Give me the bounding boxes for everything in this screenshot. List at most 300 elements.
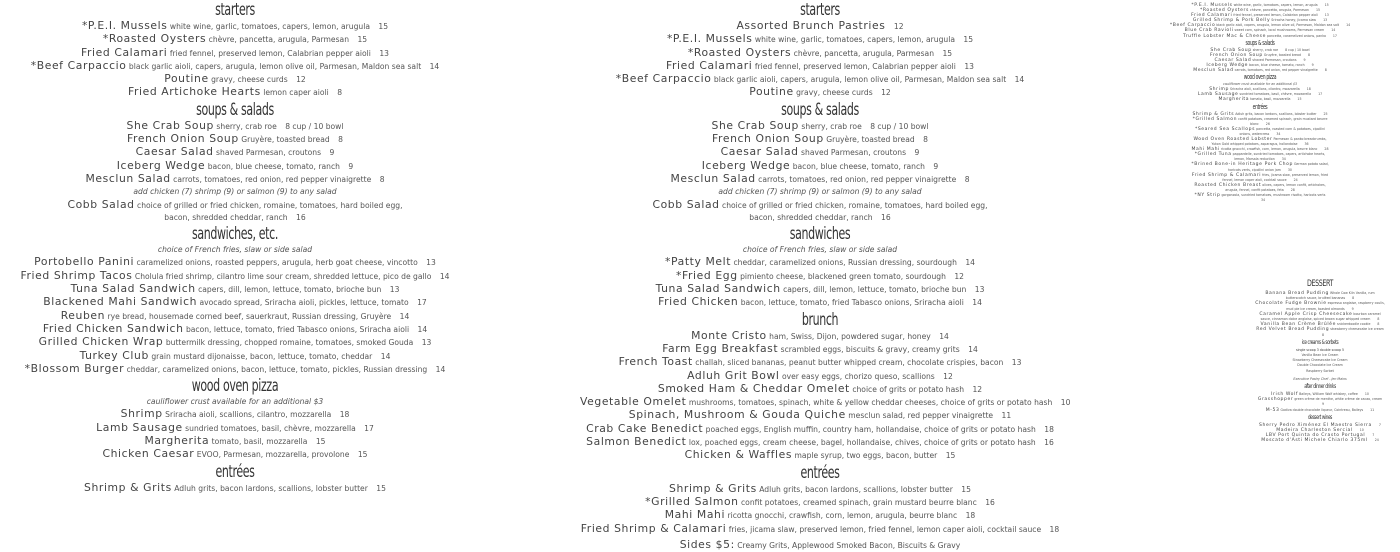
item-desc: fries, jicama slaw, preserved lemon, fried fennel, lemon caper aioli, cocktail sauce [728, 524, 1042, 534]
menu-item [0, 133, 470, 146]
item-name: *Brined Bone-in Heritage Pork Chop [1191, 162, 1293, 168]
item-name: Shrimp & Grits [84, 480, 172, 494]
menu-item [0, 482, 470, 495]
item-desc: Sriracha aioli, scallions, cilantro, mozzarella [165, 410, 332, 420]
item-name: Caesar Salad [720, 145, 799, 159]
item-price: 8 cup / 10 bowl [1285, 47, 1310, 52]
item-desc: black garlic aioli, capers, arugula, lemon olive oil, Parmesan, Maldon sea salt [128, 61, 422, 71]
item-desc: gravy, cheese curds [796, 88, 873, 98]
item-desc: sundried tomatoes, basil, chèvre, mozzarella [1239, 92, 1312, 97]
menu-item [580, 47, 1060, 60]
item-desc: white wine, garlic, tomatoes, capers, lemon, arugula [754, 35, 955, 45]
item-name: Fried Shrimp Tacos [20, 268, 133, 282]
menu-item [580, 395, 1071, 409]
item-price: 8 [1377, 322, 1380, 327]
item-price: 24 [1293, 177, 1298, 182]
menu-item [1255, 397, 1385, 407]
dessert-menu-page [1245, 278, 1395, 444]
item-name: *P.E.I. Mussels [666, 32, 753, 46]
menu-item [0, 73, 470, 86]
sandwich-side-note: choice of French fries, slaw or side salad [157, 245, 313, 255]
item-price: 30 [1287, 167, 1292, 172]
item-price: 17 [1332, 33, 1337, 38]
section-title-pizza: wood oven pizza [191, 376, 279, 397]
menu-item [580, 20, 1060, 33]
menu-item [0, 448, 470, 461]
item-name: Salmon Benedict [586, 435, 687, 449]
item-name: *NY Strip [1194, 193, 1221, 198]
section-title-entrees: entrées [800, 462, 840, 483]
menu-item [1245, 438, 1395, 443]
item-desc: white wine, garlic, tomatoes, capers, lemon, arugula [169, 22, 370, 31]
item-price: 14 [965, 258, 975, 268]
item-price: 9 [914, 148, 920, 158]
menu-item [0, 336, 470, 349]
item-price: 13 [379, 48, 389, 58]
lunch-menu-page [0, 0, 470, 495]
item-desc: Sriracha aioli, scallions, cilantro, mozzarella [1229, 87, 1300, 92]
item-name: Shrimp [120, 407, 163, 421]
item-price: 15 [961, 484, 971, 494]
section-title-ice-creams: ice creams & sorbets [1301, 338, 1339, 346]
pizza-crust-note: cauliflower crust available for an additional $3 [146, 397, 324, 407]
menu-item [580, 509, 1060, 522]
item-price: 9 [1303, 57, 1306, 62]
item-price: 15 [357, 450, 368, 460]
item-name: *Patty Melt [665, 255, 732, 269]
menu-item [580, 496, 1060, 509]
item-desc: chèvre, pancetta, arugula, Parmesan [208, 35, 350, 45]
item-price: 8 [1377, 317, 1380, 322]
item-price: 14 [429, 61, 440, 71]
item-price: 34 [1276, 131, 1281, 136]
item-name: Mesclun Salad [1193, 68, 1234, 74]
section-title-entrees: entrées [215, 461, 255, 482]
menu-item [0, 283, 470, 296]
item-name: Fried Calamari [1191, 13, 1233, 19]
item-name: *P.E.I. Mussels [81, 19, 168, 32]
item-desc: pancetta, roasted corn & potatoes, cipollini onions, watercress [1239, 126, 1326, 136]
menu-item [1255, 301, 1385, 311]
item-desc: carrots, tomatoes, red onion, red pepper vinaigrette [1234, 68, 1318, 73]
menu-item [1190, 183, 1330, 193]
item-name: Mahi Mahi [664, 508, 726, 522]
item-price: 8 [1321, 332, 1325, 337]
menu-item [0, 323, 470, 336]
item-price: 14 [439, 271, 450, 281]
item-name: Fried Chicken Sandwich [42, 321, 184, 335]
item-name: Crab Cake Benedict [586, 421, 704, 435]
item-price: 28 [1324, 147, 1329, 152]
item-desc: maple syrup, two eggs, bacon, butter [794, 451, 938, 461]
item-price: 17 [417, 298, 427, 308]
menu-item [580, 133, 1060, 146]
menu-item [0, 408, 470, 421]
item-name: Truffle Lobster Mac & Cheese [1183, 33, 1267, 39]
menu-item-cobb-salad: Cobb Salad choice of grilled or fried chicken, romaine, tomatoes, hard boiled egg, bacon, shredded cheddar, ranch 16 [67, 197, 403, 222]
item-desc: Baileys, William Wolf whiskey, coffee [1299, 392, 1358, 397]
menu-item [0, 146, 470, 159]
item-price: 16 [985, 497, 995, 507]
item-desc: chèvre, pancetta, arugula, Parmesan [1250, 8, 1309, 13]
item-desc: shaved Parmesan, croutons [1252, 57, 1297, 62]
item-name: Vanilla Bean Ice Cream [1301, 353, 1339, 358]
menu-item [580, 60, 1060, 73]
section-title-brunch: brunch [801, 309, 839, 330]
item-price: 15 [945, 451, 956, 461]
item-name: Blackened Mahi Sandwich [43, 295, 198, 309]
item-name: Grilled Chicken Wrap [38, 335, 164, 349]
item-price: 24 [1374, 438, 1379, 443]
item-desc: Adluh grits, bacon lardons, scallions, lobster butter [759, 484, 953, 494]
item-price: 8 cup / 10 bowl [870, 121, 929, 131]
menu-item [1190, 137, 1330, 147]
menu-item [0, 20, 470, 33]
menu-item [1190, 173, 1330, 183]
item-price: 12 [881, 88, 891, 98]
menu-item [0, 33, 470, 46]
item-name: *Roasted Oysters [687, 45, 792, 59]
item-desc: rye bread, housemade corned beef, sauerkraut, Russian dressing, Gruyère [107, 311, 392, 321]
item-price: 36 [1304, 142, 1309, 147]
menu-item [0, 435, 470, 448]
item-name: *Grilled Salmon [645, 494, 739, 508]
item-price: 15 [1315, 8, 1320, 13]
item-price: 10 [1359, 428, 1364, 433]
item-name: Moscato d'Asti Michele Chiarlo 375ml [1261, 438, 1368, 444]
item-desc: confit potatoes, creamed spinach, grain mustard beurre blanc [741, 497, 977, 507]
item-price: 14 [1331, 28, 1336, 33]
item-price: 14 [972, 298, 982, 308]
item-desc: poached eggs, English muffin, country ham, hollandaise, choice of grits or potato hash [705, 424, 1036, 434]
item-price: 12 [954, 271, 964, 281]
item-name: Caesar Salad [1214, 57, 1252, 63]
item-desc: shaved Parmesan, croutons [216, 148, 322, 158]
pizza-crust-note: cauliflower crust available for an additional $3 [1222, 82, 1298, 87]
item-name: Portobello Panini [34, 255, 135, 269]
item-name: Blue Crab Ravioli [1184, 28, 1234, 34]
item-price: 9 [933, 161, 939, 171]
item-name: *Grilled Tuna [1194, 152, 1232, 158]
item-desc: avocado spread, Sriracha aioli, pickles, lettuce, tomato [199, 298, 409, 308]
item-name: Fried Shrimp & Calamari [580, 521, 727, 535]
item-price: 15 [357, 35, 368, 45]
item-price: 15 [963, 35, 974, 45]
item-price: 14 [1014, 75, 1025, 85]
menu-item [1190, 152, 1330, 162]
item-name: Chicken & Waffles [684, 448, 793, 462]
item-desc: shaved Parmesan, croutons [801, 148, 907, 158]
item-desc: strawberry cheesecake ice cream [1330, 327, 1384, 332]
item-name: Fried Calamari [665, 58, 753, 72]
menu-item [1190, 127, 1330, 137]
section-title-dessert: DESSERT [1307, 279, 1333, 289]
section-title-soups-salads: soups & salads [1245, 38, 1275, 47]
item-price: 18 [1306, 87, 1311, 92]
menu-item [1255, 327, 1385, 337]
item-name: Roasted Chicken Breast [1194, 182, 1262, 188]
item-desc: cheddar, caramelized onions, Russian dressing, sourdough [733, 258, 957, 268]
item-desc: bacon, blue cheese, tomato, ranch [207, 161, 340, 171]
item-price: 16 [1044, 438, 1054, 448]
item-desc: confit potatoes, creamed spinach, grain mustard beurre blanc [1238, 116, 1328, 126]
item-desc: sundried tomatoes, basil, chèvre, mozzarella [185, 423, 356, 433]
item-price: 12 [943, 371, 953, 381]
item-price: 13 [974, 285, 985, 295]
item-name: Wood Oven Roasted Lobster [1193, 136, 1273, 142]
item-desc: green crème de menthe, white crème de cacao, cream [1294, 397, 1383, 402]
item-desc: scrambled eggs, biscuits & gravy, creamy grits [780, 344, 960, 354]
item-desc: bacon, lettuce, tomato, fried Tabasco onions, Sriracha aioli [740, 298, 964, 308]
menu-item [580, 120, 1060, 133]
item-name: Farm Egg Breakfast [662, 341, 779, 355]
item-price: 13 [426, 258, 436, 268]
menu-item [580, 146, 1060, 159]
item-name: She Crab Soup [711, 118, 799, 132]
item-name: Shrimp [1209, 87, 1229, 93]
item-price: 13 [421, 338, 432, 348]
item-price: 15 [1297, 97, 1302, 102]
sandwich-side-note: choice of French fries, slaw or side salad [742, 245, 898, 255]
menu-item [0, 350, 470, 363]
menu-item [1255, 291, 1385, 301]
item-name: Poutine [749, 85, 794, 99]
item-name: *Beef Carpaccio [615, 72, 712, 86]
section-title-pizza: wood oven pizza [1243, 73, 1277, 82]
salad-addon-note: add chicken (7) shrimp (9) or salmon (9) to any salad [718, 187, 922, 197]
item-price: 8 [1308, 52, 1311, 57]
item-desc: gorgonzola, sundried tomatoes, mushroom risotto, haricots verts [1221, 193, 1326, 197]
item-name: Grilled Shrimp & Pork Belly [1192, 18, 1271, 24]
item-name: Strawberry Cheesecake Ice Cream [1292, 358, 1348, 363]
item-price: 9 [348, 161, 354, 171]
item-price: 8 [1324, 68, 1327, 73]
item-desc: bourbon caramel sauce, cinnamon dolce anglaise, spiced brown sugar whipped cream [1260, 311, 1381, 322]
item-desc: pancetta, caramelized onions, panko [1267, 33, 1326, 38]
item-name: *Beef Carpaccio [1169, 23, 1216, 29]
item-price: 9 [1351, 306, 1354, 311]
item-price: 15 [315, 437, 326, 447]
item-desc: bacon, blue cheese, tomato, ranch [1249, 62, 1305, 67]
item-name: M-53 [1265, 407, 1280, 413]
item-desc: lemon caper aioli [263, 88, 329, 98]
item-name: Adluh Grit Bowl [687, 368, 780, 382]
item-desc: gravy, cheese curds [211, 75, 288, 85]
item-desc: fries, jicama slaw, preserved lemon, fried fennel, lemon caper aioli, cocktail sauce [1222, 172, 1329, 182]
item-price: 14 [435, 364, 446, 374]
item-price: 12 [893, 22, 904, 31]
menu-item [0, 160, 470, 173]
menu-item [580, 86, 1060, 99]
item-price: 14 [939, 331, 949, 341]
item-desc: cheddar, caramelized onions, bacon, lettuce, tomato, pickles, Russian dressing [126, 364, 428, 374]
item-name: Mesclun Salad [85, 171, 171, 185]
item-name: Sherry Pedro Ximénez El Maestro Sierra [1259, 422, 1372, 428]
menu-item [580, 343, 1060, 356]
salad-addon-note: add chicken (7) shrimp (9) or salmon (9) to any salad [133, 187, 337, 197]
item-price: 13 [1324, 13, 1329, 18]
item-desc: black garlic aioli, capers, arugula, lemon olive oil, Parmesan, Maldon sea salt [1216, 23, 1340, 28]
menu-item [1245, 369, 1395, 374]
item-price: 26 [1265, 121, 1270, 126]
item-name: French Toast [618, 355, 693, 369]
item-name: *P.E.I. Mussels [1191, 3, 1233, 8]
item-name: Margherita [1218, 97, 1250, 103]
item-name: Lamb Sausage [96, 420, 183, 434]
menu-item [580, 160, 1060, 173]
section-title-sandwiches: sandwiches [789, 224, 851, 245]
item-price: 8 [337, 88, 343, 98]
dinner-menu-page [1120, 0, 1400, 203]
item-name: Lamb Sausage [1197, 92, 1239, 98]
item-price: 18 [1044, 424, 1054, 434]
item-price: 8 [964, 174, 970, 184]
item-desc: snickerdoodle cookie [1336, 322, 1371, 327]
item-price: 7 [1378, 422, 1381, 427]
menu-item [0, 47, 470, 60]
item-desc: Gruyère, toasted bread [241, 135, 330, 145]
item-name: Shrimp & Grits [669, 481, 757, 495]
section-title-soups-salads: soups & salads [781, 99, 859, 120]
item-price: 8 cup / 10 bowl [285, 121, 344, 131]
menu-item [580, 523, 1060, 536]
item-desc: challah, sliced bananas, peanut butter whipped cream, chocolate crispies, bacon [695, 358, 1004, 368]
item-name: Fried Artichoke Hearts [127, 85, 261, 99]
item-price: 18 [1049, 524, 1060, 534]
item-price: 17 [364, 423, 374, 433]
menu-item [1255, 408, 1385, 413]
item-name: Banana Bread Pudding [1265, 291, 1329, 296]
scoop-price-note: single scoop 3 double scoop 5 [1295, 347, 1345, 352]
menu-item [580, 370, 1060, 383]
item-price: 15 [376, 483, 386, 493]
item-price: 13 [389, 285, 400, 295]
menu-item [1190, 162, 1330, 172]
item-price: 11 [1370, 407, 1375, 412]
item-name: French Onion Soup [127, 132, 239, 146]
item-name: Iceberg Wedge [701, 158, 791, 172]
item-name: Madeira Charleston Sercial [1276, 428, 1353, 434]
item-name: Chicken Caesar [102, 447, 195, 461]
menu-item [0, 310, 470, 323]
section-title-sandwiches: sandwiches, etc. [192, 224, 278, 245]
item-desc: sherry, crab roe [1252, 47, 1279, 52]
item-name: She Crab Soup [126, 118, 214, 132]
menu-item [580, 436, 1060, 449]
item-desc: carrots, tomatoes, red onion, red pepper vinaigrette [758, 174, 957, 184]
item-desc: fried fennel, preserved lemon, Calabrian pepper aioli [754, 61, 956, 71]
menu-item [0, 296, 470, 309]
item-price: 8 [1352, 296, 1355, 301]
item-desc: buttermilk dressing, chopped romaine, tomatoes, smoked Gouda [165, 338, 414, 348]
item-price: 34 [1260, 198, 1266, 203]
item-price: 11 [1001, 411, 1012, 421]
item-name: Tuna Salad Sandwich [70, 282, 196, 296]
item-desc: mesclun salad, red pepper vinaigrette [848, 411, 994, 421]
item-price: 8 [379, 174, 385, 184]
section-title-soups-salads: soups & salads [196, 99, 274, 120]
item-price: 18 [339, 410, 350, 420]
menu-item [1255, 312, 1385, 322]
item-name: Fried Calamari [80, 45, 168, 59]
item-name: Raspberry Sorbet [1306, 368, 1334, 373]
item-name: *Roasted Oysters [1199, 8, 1249, 14]
section-title-dessert-wines: dessert wines [1308, 413, 1332, 421]
item-desc: olives, capers, lemon confit, artichokes, arugula, fennel, confit potatoes, feta [1225, 182, 1326, 192]
item-desc: ricotta gnocchi, crawfish, corn, lemon, arugula, beurre blanc [1221, 147, 1318, 152]
menu-item [0, 86, 470, 99]
item-price: 9 [1321, 402, 1325, 407]
item-price: 13 [964, 61, 974, 71]
item-name: Smoked Ham & Cheddar Omelet [657, 381, 850, 395]
item-price: 14 [968, 344, 978, 354]
menu-item [580, 283, 1060, 296]
item-desc: mushrooms, tomatoes, spinach, white & yellow cheddar cheeses, choice of grits or potato hash [688, 398, 1053, 408]
item-name: Turkey Club [79, 348, 149, 362]
item-name: Assorted Brunch Pastries [736, 19, 886, 32]
menu-item [1190, 193, 1330, 203]
item-name: Mahi Mahi [1191, 147, 1220, 153]
menu-item [580, 296, 1060, 309]
menu-item [0, 120, 470, 133]
item-name: Mesclun Salad [670, 171, 756, 185]
item-name: *Fried Egg [676, 268, 738, 282]
item-price: 17 [1318, 92, 1323, 97]
item-price: 14 [1346, 23, 1351, 28]
item-price: 14 [380, 351, 391, 361]
item-desc: sweet corn, spinach, local mushrooms, Parmesan cream [1234, 28, 1325, 33]
item-name: LBV Port Quinta do Crasto Portugal [1265, 433, 1366, 439]
item-desc: EVOO, Parmesan, mozzarella, provolone [196, 450, 350, 460]
item-price: 10 [1060, 398, 1071, 408]
item-desc: sherry, crab roe [216, 121, 277, 131]
item-name: Tuna Salad Sandwich [655, 282, 781, 296]
menu-item [580, 423, 1060, 436]
item-desc: black garlic aioli, capers, arugula, lemon olive oil, Parmesan, Maldon sea salt [713, 75, 1007, 85]
item-name: *Blossom Burger [24, 361, 125, 375]
item-price: 18 [965, 511, 976, 521]
item-name: Reuben [60, 308, 106, 322]
item-name: *Grilled Salmon [1192, 116, 1238, 122]
item-price: 8 [923, 135, 928, 145]
item-name: Double Chocolate Ice Cream [1297, 363, 1343, 368]
item-price: 15 [1324, 3, 1329, 7]
item-desc: lox, poached eggs, cream cheese, bagel, hollandaise, chives, choice of grits or potato hash [688, 438, 1036, 448]
item-desc: espresso anglaise, raspberry coulis, mud pie ice cream, toasted almonds [1286, 301, 1385, 311]
section-title-after-dinner-drinks: after dinner drinks [1304, 383, 1336, 391]
item-desc: over easy eggs, chorizo queso, scallions [781, 371, 935, 381]
item-desc: Whole Cow Kiln Vanilla, rum butterscotch sauce, bruléed bananas [1285, 291, 1375, 301]
item-desc: choice of grits or potato hash [852, 384, 965, 394]
item-desc: sherry, crab roe [801, 121, 862, 131]
item-desc: bacon, lettuce, tomato, fried Tabasco onions, Sriracha aioli [185, 324, 410, 334]
item-name: Poutine [164, 72, 209, 86]
sides-line: Sides $5: Creamy Grits, Applewood Smoked Bacon, Biscuits & Gravy [679, 537, 961, 551]
item-name: Monte Cristo [691, 328, 767, 342]
item-name: Caesar Salad [135, 145, 214, 159]
item-desc: Sriracha honey, jicama slaw [1271, 18, 1317, 23]
item-desc: Gruyère, toasted bread [1263, 52, 1301, 57]
item-name: Iceberg Wedge [1206, 62, 1249, 68]
item-desc: pappardelle, sundried tomatoes, capers, artichoke hearts, lemon, Marsala reduction [1232, 152, 1326, 162]
menu-item [580, 356, 1060, 369]
pastry-chef-credit: Executive Pastry Chef - Jen Mains [1293, 376, 1347, 381]
item-price: 15 [378, 22, 389, 31]
item-desc: tomato, basil, mozzarella [211, 437, 308, 447]
item-price: 9 [1311, 62, 1314, 67]
menu-item [1190, 117, 1330, 127]
item-name: Fried Chicken [658, 295, 739, 309]
